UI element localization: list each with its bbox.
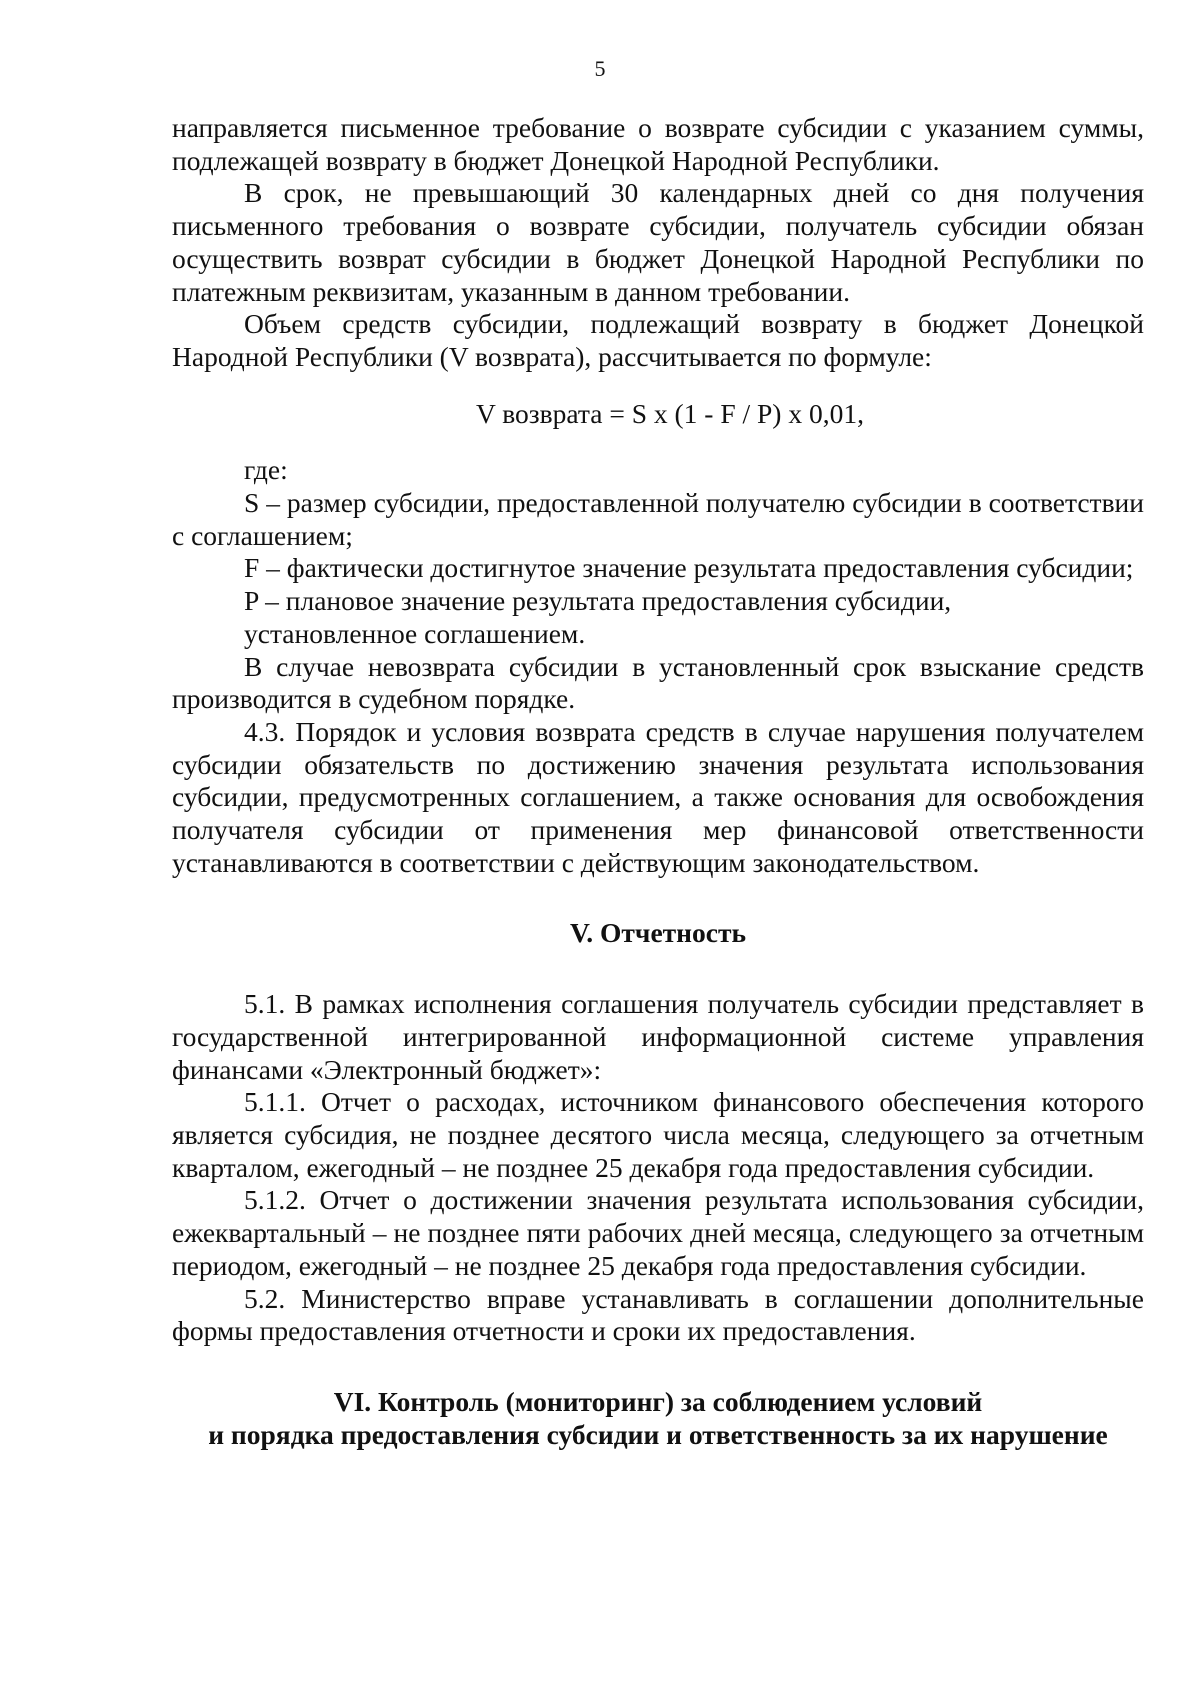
formula: V возврата = S x (1 - F / P) x 0,01, — [476, 397, 864, 429]
paragraph: В срок, не превышающий 30 календарных дней со дня получения письменного требования о возврате субсидии, получатель субсидии обязан осуществить возврат субсидии в бюджет Донецкой Народной Республики по платежным реквизитам, указанным в данном требовании. — [172, 177, 1144, 307]
definition-f: F – фактически достигнутое значение результата предоставления субсидии; — [244, 552, 1134, 584]
paragraph: 4.3. Порядок и условия возврата средств в случае нарушения получателем субсидии обязательств по достижению значения результата использования субсидии, предусмотренных соглашением, а также основания для освобождения получателя субсидии от применения мер финансовой ответственности устанавливаются в соответствии с действующим законодательством. — [172, 715, 1144, 878]
paragraph: В случае невозврата субсидии в установленный срок взыскание средств производится в судебном порядке. — [172, 650, 1144, 715]
document-body — [172, 112, 1144, 1451]
paragraph: направляется письменное требование о возврате субсидии с указанием суммы, подлежащей возврату в бюджет Донецкой Народной Республики. — [172, 112, 1144, 176]
paragraph: 5.1.2. Отчет о достижении значения результата использования субсидии, ежеквартальный – не позднее пяти рабочих дней месяца, следующего за отчетным периодом, ежегодный – не позднее 25 декабря года предоставления субсидии. — [172, 1184, 1144, 1281]
definition-p-continued: установленное соглашением. — [244, 617, 586, 649]
definition-s: S – размер субсидии, предоставленной получателю субсидии в соответствии с соглашением; — [172, 487, 1144, 551]
paragraph: 5.2. Министерство вправе устанавливать в соглашении дополнительные формы предоставления отчетности и сроки их предоставления. — [172, 1282, 1144, 1347]
definition-p: P – плановое значение результата предоставления субсидии, — [244, 585, 952, 617]
section-heading — [172, 1386, 1144, 1451]
section-heading-line: и порядка предоставления субсидии и ответственность за их нарушение — [208, 1418, 1108, 1450]
where-label: где: — [244, 454, 288, 486]
paragraph: 5.1. В рамках исполнения соглашения получатель субсидии представляет в государственной интегрированной информационной системе управления финансами «Электронный бюджет»: — [172, 988, 1144, 1085]
page-number: 5 — [594, 56, 606, 81]
section-heading: V. Отчетность — [569, 917, 747, 949]
paragraph: 5.1.1. Отчет о расходах, источником финансового обеспечения которого является субсидия, не позднее десятого числа месяца, следующего за отчетным кварталом, ежегодный – не позднее 25 декабря года предоставления субсидии. — [172, 1086, 1144, 1183]
paragraph: Объем средств субсидии, подлежащий возврату в бюджет Донецкой Народной Республики (V возврата), рассчитывается по формуле: — [172, 308, 1144, 372]
section-heading-line: VI. Контроль (мониторинг) за соблюдением условий — [333, 1385, 983, 1417]
